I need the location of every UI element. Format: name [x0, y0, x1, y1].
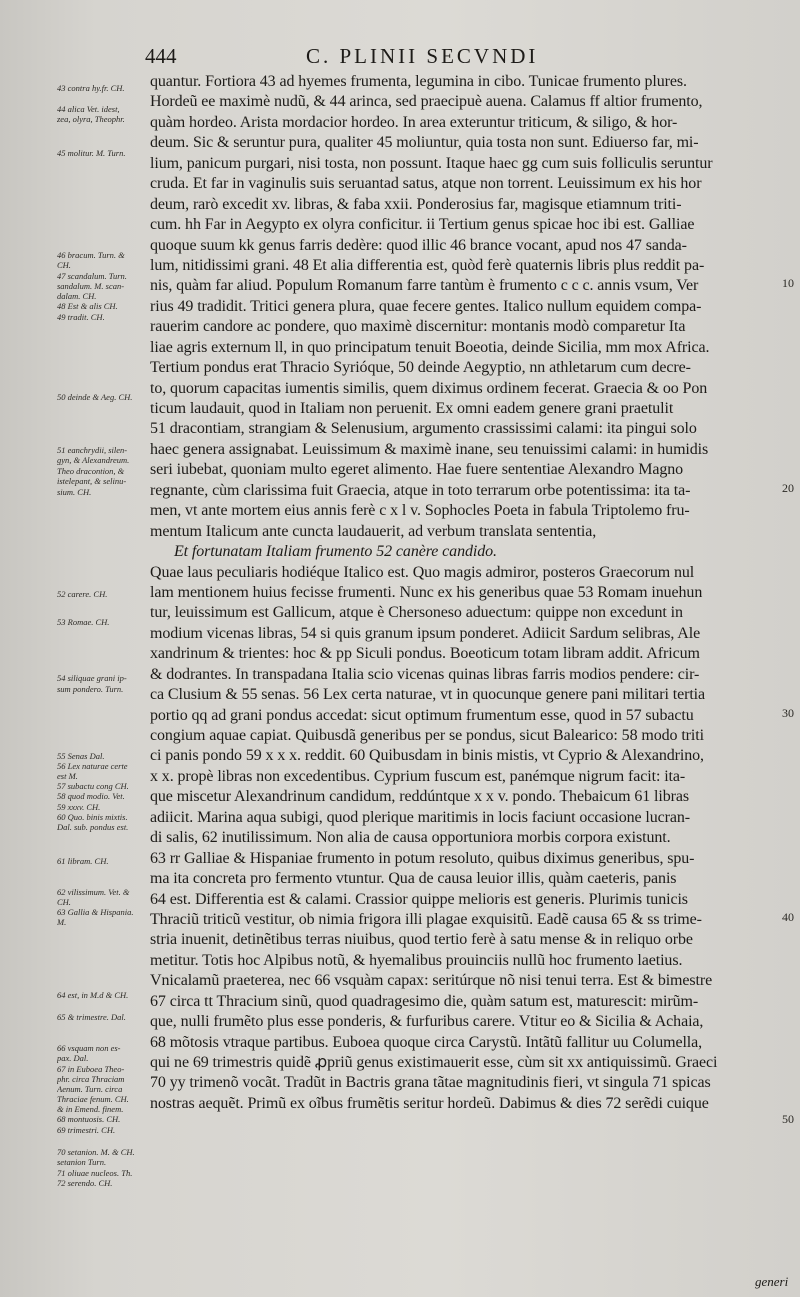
margin-note: setanion Turn.: [57, 1157, 107, 1167]
catchword: generi: [755, 1274, 789, 1289]
margin-note: 66 vsquam non es-: [57, 1043, 121, 1053]
text-line: liae agris externum ll, in quo principatum tenuit Boeotia, deinde Sicilia, mm mox Africa.: [150, 338, 710, 356]
line-number: 30: [782, 706, 794, 720]
text-line: deum. Sic & seruntur pura, qualiter 45 moliuntur, quia tosta non sunt. Ediuerso far, mi-: [150, 134, 699, 152]
text-line: quàm hordeo. Arista mordacior hordeo. In area exteruntur triticum, & siligo, & hor-: [150, 113, 678, 131]
margin-note: 46 bracum. Turn. &: [57, 250, 125, 260]
margin-note: M.: [57, 917, 67, 927]
text-line: xandrinum & trientes: hoc & pp Siculi pondus. Boeoticum totam libram addit. Africum: [150, 645, 700, 663]
text-line: 63 rr Galliae & Hispaniae frumento in potum resoluto, quibus diximus generibus, spu-: [150, 849, 695, 867]
text-line: lium, panicum purgari, nisi tosta, non possunt. Itaque haec gg cum suis folliculis seruntur: [150, 154, 713, 172]
margin-note: & in Emend. finem.: [57, 1104, 124, 1114]
margin-note: 62 vilissimum. Vet. &: [57, 887, 130, 897]
margin-note: Theo dracontion, &: [57, 466, 125, 476]
text-line: lum, nitidissimi grani. 48 Et alia differentia est, quòd ferè quaternis libris plus reddit pa-: [150, 256, 705, 274]
margin-note: 55 Senas Dal.: [57, 751, 105, 761]
margin-note: 60 Quo. binis mixtis.: [57, 812, 128, 822]
page-number: 444: [145, 44, 177, 68]
margin-note: 52 carere. CH.: [57, 589, 108, 599]
margin-note: 68 montuosis. CH.: [57, 1114, 121, 1124]
text-line: qui ne 69 trimestris quidẽ ꝓpriũ genus existimauerit esse, cùm sit xx antiquissimũ. Graeci: [150, 1054, 718, 1071]
text-line: deum, rarò excedit xv. libras, & faba xxii. Ponderosius far, magisque etiamnum triti-: [150, 195, 682, 213]
margin-note: zea, olyra, Theophr.: [57, 114, 125, 124]
main-text: [150, 72, 795, 1114]
margin-note: 44 alica Vet. idest,: [57, 104, 120, 114]
margin-note: 59 xxxv. CH.: [57, 802, 101, 812]
text-line: 70 yy trimenõ vocãt. Tradũt in Bactris grana tãtae magnitudinis fieri, vt singula 71 spicas: [150, 1074, 711, 1092]
margin-note: 47 scandalum. Turn.: [57, 271, 127, 281]
text-line: stria inuenit, detinẽtibus terras niuibus, quod tertio ferè à satu mense & in reliquo orbe: [150, 931, 693, 949]
margin-note: 56 Lex naturae certe: [57, 761, 128, 771]
text-line: quoque suum kk genus farris dedère: quod illic 46 brance vocant, apud nos 47 sanda-: [150, 236, 687, 254]
line-number: 50: [782, 1112, 794, 1126]
margin-note: 72 serendo. CH.: [57, 1178, 113, 1188]
text-line: rius 49 tradidit. Tritici genera plura, quae fecere gentes. Italico nullum equidem compa-: [150, 297, 702, 315]
text-line: ci panis pondo 59 x x x. reddit. 60 Quibusdam in binis mistis, vt Cyprio & Alexandrino,: [150, 747, 704, 765]
text-line: Quae laus peculiaris hodiéque Italico est. Quo magis admiror, posteros Graecorum nul: [150, 563, 695, 581]
text-line: 67 circa tt Thracium sinũ, quod quadragesimo die, quàm satum est, maturescit: mirũm-: [150, 992, 699, 1010]
margin-note: sandalum. M. scan-: [57, 281, 125, 291]
text-line: seri iubebat, quoniam multo egeret alimento. Hae fuere sententiae Alexandro Magno: [150, 461, 684, 479]
margin-note: 63 Gallia & Hispania.: [57, 907, 134, 917]
text-line: congium aquae capiat. Quibusdã generibus per se pondus, sicut Balearico: 58 modo triti: [150, 727, 704, 744]
margin-note: sium. CH.: [57, 487, 92, 497]
text-line: Vnicalamũ praeterea, nec 66 vsquàm capax: seritúrque nõ nisi tenui terra. Est & bimestre: [150, 972, 713, 990]
text-line: 51 dracontiam, strangiam & Selenusium, argumento crassissimi calami: ita pingui solo: [150, 420, 697, 438]
text-line: ticum laudauit, quod in Italiam non peruenit. Ex omni eadem genere grani praetulit: [150, 400, 674, 417]
text-line: portio qq ad grani pondus accedat: sicut optimum frumentum esse, quod in 57 subactu: [150, 706, 694, 724]
text-line: Hordeũ ee maximè nudũ, & 44 arinca, sed praecipuè auena. Calamus ff altior frumento,: [150, 93, 703, 111]
margin-note: istelepant, & selinu-: [57, 476, 127, 486]
text-line: tur, leuissimum est Gallicum, atque è Chersoneso aduectum: quippe non excedunt in: [150, 604, 683, 622]
text-line: lam mentionem huius fecisse frumenti. Nunc ex his generibus quae 53 Romam inuehun: [150, 583, 703, 601]
margin-note: 49 tradit. CH.: [57, 312, 105, 322]
margin-note: 57 subactu cong CH.: [57, 781, 129, 791]
text-line: que, nulli frumẽto plus esse ponderis, & furfuribus carere. Vtitur eo & Sicilia & Achaia,: [150, 1013, 704, 1031]
text-line: ma ita concreta pro fermento vtuntur. Qua de causa leuior illis, quàm caeteris, panis: [150, 870, 677, 888]
text-line: cruda. Et far in vaginulis suis seruantad satus, atque non torrent. Leuissimum ex his hor: [150, 175, 702, 193]
text-line: quantur. Fortiora 43 ad hyemes frumenta, legumina in cibo. Tunicae frumento plures.: [150, 73, 687, 90]
text-line: di salis, 62 inutilissimum. Non alia de causa opportuniora morbis corpora existunt.: [150, 829, 671, 847]
margin-note: 45 molitur. M. Turn.: [57, 148, 126, 158]
margin-note: Dal. sub. pondus est.: [57, 822, 129, 832]
text-line: Et fortunatam Italiam frumento 52 canère candido.: [174, 543, 497, 561]
text-line: 68 mõtosis vtraque partibus. Euboea quoque circa Carystũ. Intãtũ fallitur uu Columella,: [150, 1033, 703, 1051]
text-line: & dodrantes. In transpadana Italia scio vicenas quinas libras farris modios pendere: cir-: [150, 665, 700, 683]
text-line: regnante, cùm clarissima fuit Graecia, atque in toto terrarum orbe potentissima: ita ta-: [150, 481, 691, 499]
text-line: Thraciũ triticũ vestitur, ob nimia frigora illi plagae exquisitũ. Eadẽ causa 65 & ss trime-: [150, 910, 702, 928]
text-line: nis, quàm far aliud. Populum Romanum farre tantùm è frumento c c c. annis vsum, Ver: [150, 277, 699, 295]
margin-note: 54 siliquae grani ip-: [57, 673, 127, 683]
margin-note: sum pondero. Turn.: [57, 684, 124, 694]
text-line: metitur. Totis hoc Alpibus notũ, & hyemalibus prouinciis nullũ hoc frumento laetius.: [150, 951, 683, 969]
margin-note: pax. Dal.: [57, 1053, 89, 1063]
margin-note: 58 quod modio. Vet.: [57, 791, 125, 801]
text-line: rauerim candore ac pondere, quo maximè discernitur: montanis modò comparetur Ita: [150, 318, 686, 336]
text-line: 64 est. Differentia est & calami. Crassior quippe melioris est generis. Plurimis tunicis: [150, 890, 688, 908]
margin-note: Thraciae fenum. CH.: [57, 1094, 129, 1104]
line-number: 10: [782, 276, 794, 290]
margin-note: 67 in Euboea Theo-: [57, 1064, 125, 1074]
margin-note: 48 Est & alis CH.: [57, 301, 118, 311]
line-number: 20: [782, 481, 794, 495]
margin-notes: [0, 0, 150, 1297]
margin-note: 64 est, in M.d & CH.: [57, 990, 129, 1000]
text-line: adiicit. Marina aqua subigi, quod plerique maritimis in locis faciunt occasione lucran-: [150, 808, 691, 826]
text-line: que miscetur Alexandrinum candidum, reddúntque x x v. pondo. Thebaicum 61 libras: [150, 788, 689, 806]
margin-note: CH.: [57, 260, 71, 270]
margin-note: 50 deinde & Aeg. CH.: [57, 392, 133, 402]
margin-note: 69 trimestri. CH.: [57, 1125, 116, 1135]
margin-note: est M.: [57, 771, 78, 781]
text-line: mentum Italicum ante cuncta laudauerit, ad verbum translata sententia,: [150, 522, 597, 540]
text-line: nostras aequẽt. Primũ ex oĩbus frumẽtis seritur hordeũ. Dabimus & dies 72 serẽdi cuique: [150, 1094, 709, 1112]
line-number: 40: [782, 910, 794, 924]
text-line: men, vt ante mortem eius annis ferè c x l v. Sophocles Poeta in fabula Triptolemo fru-: [150, 502, 690, 520]
margin-note: dalam. CH.: [57, 291, 97, 301]
margin-note: 51 eanchrydii, silen-: [57, 445, 128, 455]
text-line: to, quorum capacitas iumentis similis, quem diximus ordinem fecerat. Graecia & oo Pon: [150, 379, 708, 397]
text-line: haec genera assignabat. Leuissimum & maximè inane, seu tenuissimi calami: in humidis: [150, 440, 709, 458]
margin-note: 61 libram. CH.: [57, 856, 109, 866]
margin-note: 43 contra hy.fr. CH.: [57, 83, 125, 93]
text-line: Tertium pondus erat Thracio Syrióque, 50 deinde Aegyptio, nn athletarum cum decre-: [150, 359, 691, 377]
margin-note: Aenum. Turn. circa: [57, 1084, 123, 1094]
margin-note: gyn, & Alexandreum.: [57, 455, 130, 465]
margin-note: 65 & trimestre. Dal.: [57, 1012, 126, 1022]
margin-note: phr. circa Thraciam: [57, 1074, 125, 1084]
text-line: cum. hh Far in Aegypto ex olyra conficitur. ii Tertium genus spicae hoc ibi est. Galliae: [150, 216, 695, 234]
text-line: modium vicenas libras, 54 si quis granum ipsum ponderet. Adiicit Sardum selibras, Ale: [150, 624, 701, 642]
margin-note: 70 setanion. M. & CH.: [57, 1147, 135, 1157]
margin-note: CH.: [57, 897, 71, 907]
margin-note: 71 oliuae nucleos. Th.: [57, 1168, 133, 1178]
text-line: ca Clusium & 55 senas. 56 Lex certa naturae, vt in quocunque genere pani militari tertia: [150, 686, 706, 704]
text-line: x x. propè libras non excedentibus. Cyprium fuscum est, panémque nigrum facit: ita-: [150, 767, 686, 785]
running-title: C. PLINII SECVNDI: [306, 44, 539, 68]
margin-note: 53 Romae. CH.: [57, 617, 110, 627]
